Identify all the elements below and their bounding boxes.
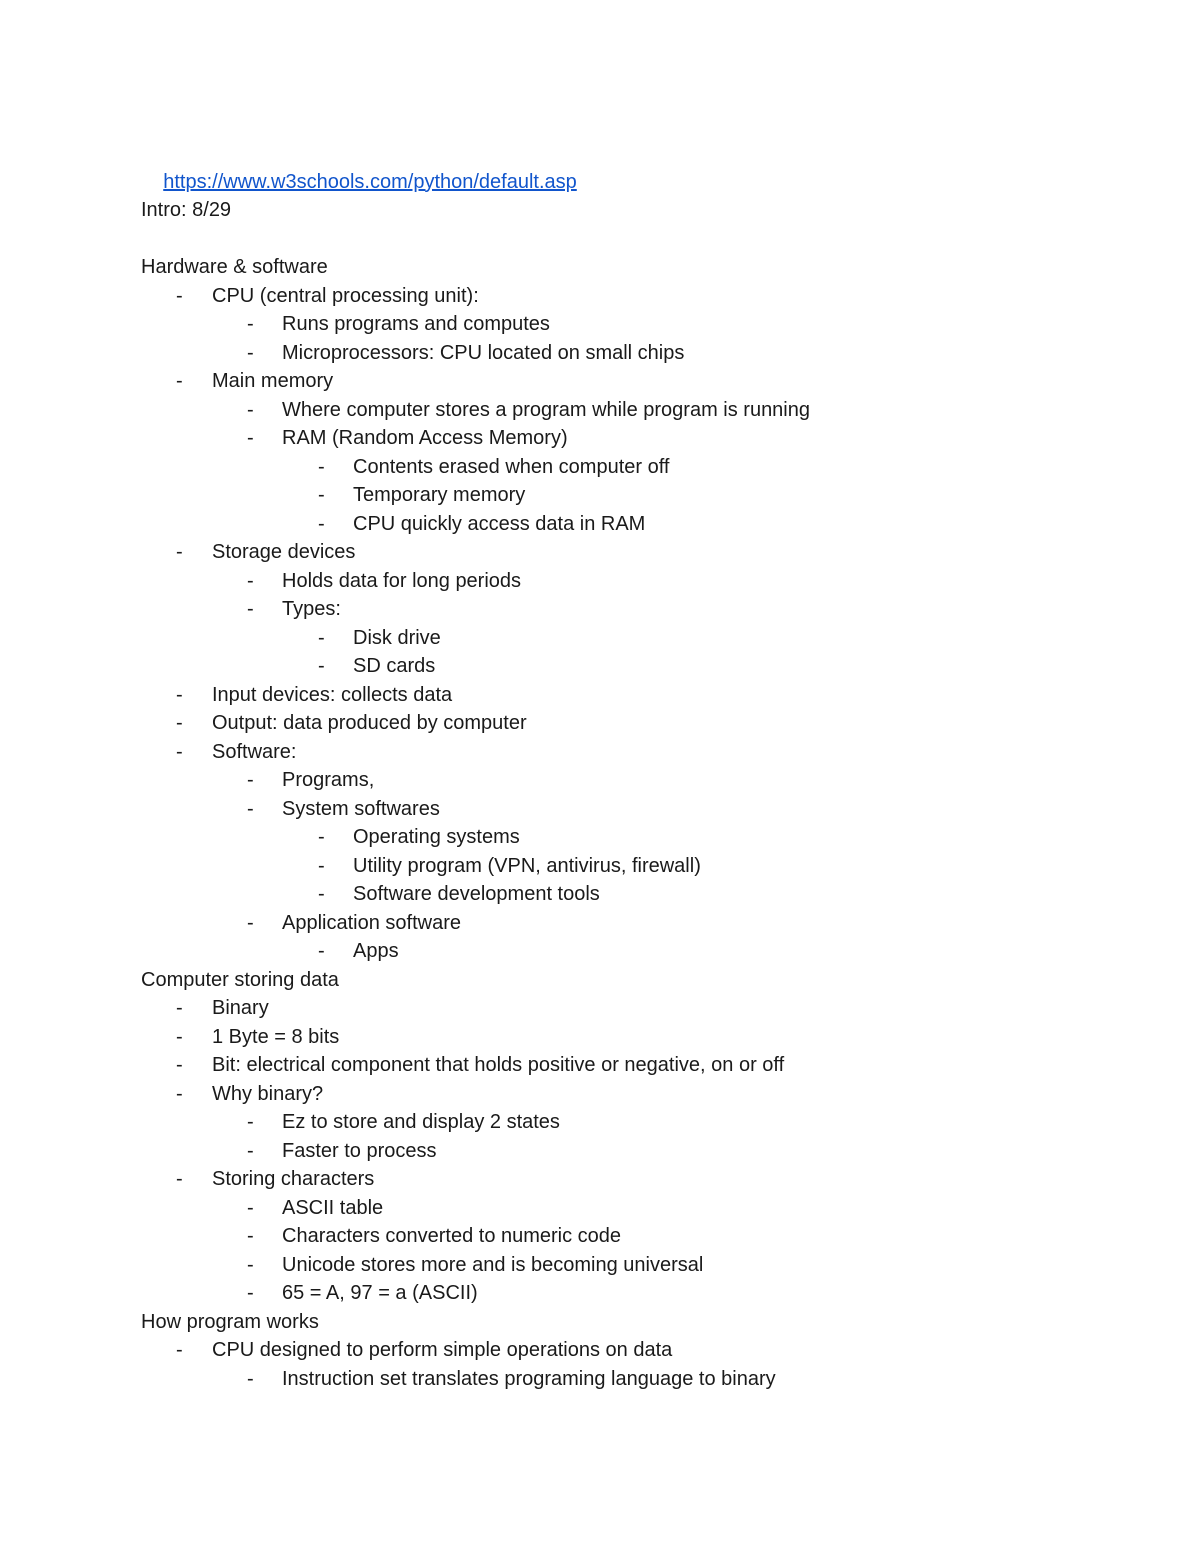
list-item-text: Where computer stores a program while program is running — [282, 398, 810, 421]
list-item — [141, 396, 1141, 425]
dash-bullet-icon: - — [318, 826, 325, 848]
list-item-text: Output: data produced by computer — [212, 712, 527, 734]
list-item-text: Storage devices — [212, 541, 356, 563]
list-item-text: CPU quickly access data in RAM — [353, 512, 646, 535]
dash-bullet-icon: - — [247, 1225, 254, 1247]
list-item-text: Runs programs and computes — [282, 313, 550, 335]
list-item — [141, 1336, 1141, 1365]
section-heading: How program works — [141, 1310, 319, 1333]
list-item-text: Binary — [212, 997, 269, 1019]
list-item — [141, 310, 1141, 339]
list-item-text: Software development tools — [353, 883, 600, 905]
list-item — [141, 595, 1141, 624]
list-item — [141, 1023, 1141, 1052]
list-item-text: Microprocessors: CPU located on small chips — [282, 341, 685, 364]
notes-list — [141, 253, 1141, 1393]
dash-bullet-icon: - — [176, 1054, 183, 1076]
list-item — [141, 510, 1141, 539]
list-item — [141, 1279, 1141, 1308]
list-item — [141, 1137, 1141, 1166]
dash-bullet-icon: - — [176, 1025, 183, 1048]
list-item — [141, 1222, 1141, 1251]
dash-bullet-icon: - — [318, 655, 325, 677]
list-item — [141, 624, 1141, 653]
dash-bullet-icon: - — [247, 911, 254, 934]
dash-bullet-icon: - — [176, 1082, 183, 1105]
list-item-text: Application software — [282, 911, 461, 934]
section-heading: Computer storing data — [141, 968, 339, 991]
list-item — [141, 1051, 1141, 1080]
dash-bullet-icon: - — [318, 626, 325, 649]
list-item-text: Instruction set translates programing language to binary — [282, 1367, 776, 1390]
list-item — [141, 652, 1141, 681]
list-item-text: Bit: electrical component that holds positive or negative, on or off — [212, 1054, 785, 1076]
list-item — [141, 1080, 1141, 1109]
section-heading: Hardware & software — [141, 256, 328, 278]
list-item — [141, 681, 1141, 710]
dash-bullet-icon: - — [247, 569, 254, 592]
reference-link-line — [141, 139, 1141, 193]
dash-bullet-icon: - — [247, 427, 254, 449]
list-item — [141, 937, 1141, 966]
dash-bullet-icon: - — [247, 769, 254, 791]
w3schools-link[interactable]: https://www.w3schools.com/python/default.asp — [163, 170, 577, 193]
list-item-text: Input devices: collects data — [212, 683, 453, 706]
list-item — [141, 909, 1141, 938]
list-item — [141, 481, 1141, 510]
dash-bullet-icon: - — [247, 1253, 254, 1276]
dash-bullet-icon: - — [176, 370, 183, 392]
list-item — [141, 1165, 1141, 1194]
dash-bullet-icon: - — [247, 313, 254, 335]
list-item-text: Utility program (VPN, antivirus, firewall) — [353, 854, 701, 877]
list-item-text: System softwares — [282, 797, 440, 820]
list-item-text: CPU (central processing unit): — [212, 284, 479, 307]
list-item-text: 1 Byte = 8 bits — [212, 1025, 340, 1048]
list-item — [141, 880, 1141, 909]
list-item — [141, 538, 1141, 567]
dash-bullet-icon: - — [176, 740, 183, 763]
list-item-text: Disk drive — [353, 626, 441, 649]
list-item-text: Unicode stores more and is becoming universal — [282, 1253, 704, 1276]
list-item-text: CPU designed to perform simple operations on data — [212, 1339, 673, 1361]
dash-bullet-icon: - — [318, 883, 325, 905]
dash-bullet-icon: - — [318, 854, 325, 877]
list-item-text: Holds data for long periods — [282, 569, 522, 592]
list-item-text: Temporary memory — [353, 484, 526, 506]
list-item-text: Storing characters — [212, 1168, 375, 1190]
dash-bullet-icon: - — [176, 997, 183, 1019]
list-item — [141, 424, 1141, 453]
list-item-text: Main memory — [212, 370, 334, 392]
dash-bullet-icon: - — [176, 1339, 183, 1361]
list-item — [141, 567, 1141, 596]
list-item — [141, 795, 1141, 824]
list-item — [141, 852, 1141, 881]
blank-line — [141, 225, 1141, 254]
list-item — [141, 709, 1141, 738]
dash-bullet-icon: - — [176, 1168, 183, 1190]
list-item — [141, 367, 1141, 396]
list-item — [141, 823, 1141, 852]
dash-bullet-icon: - — [318, 484, 325, 506]
list-item-text: Software: — [212, 740, 297, 763]
dash-bullet-icon: - — [247, 1367, 254, 1390]
dash-bullet-icon: - — [318, 455, 325, 478]
dash-bullet-icon: - — [318, 940, 325, 962]
list-item — [141, 1251, 1141, 1280]
list-item-text: ASCII table — [282, 1196, 384, 1219]
list-item — [141, 1108, 1141, 1137]
list-item-text: SD cards — [353, 655, 436, 677]
list-item — [141, 994, 1141, 1023]
list-item — [141, 1194, 1141, 1223]
dash-bullet-icon: - — [247, 341, 254, 364]
document-body — [141, 139, 1141, 1393]
list-item — [141, 339, 1141, 368]
dash-bullet-icon: - — [247, 1139, 254, 1162]
list-item-text: 65 = A, 97 = a (ASCII) — [282, 1282, 478, 1304]
list-item-text: Types: — [282, 598, 341, 620]
dash-bullet-icon: - — [176, 683, 183, 706]
dash-bullet-icon: - — [247, 1111, 254, 1133]
list-item — [141, 738, 1141, 767]
dash-bullet-icon: - — [247, 797, 254, 820]
dash-bullet-icon: - — [247, 1196, 254, 1219]
list-item-text: Faster to process — [282, 1139, 437, 1162]
list-item — [141, 766, 1141, 795]
intro-date: Intro: 8/29 — [141, 199, 232, 221]
list-item — [141, 282, 1141, 311]
dash-bullet-icon: - — [176, 284, 183, 307]
dash-bullet-icon: - — [176, 541, 183, 563]
list-item-text: Operating systems — [353, 826, 520, 848]
list-item-text: Contents erased when computer off — [353, 455, 670, 478]
dash-bullet-icon: - — [247, 1282, 254, 1304]
dash-bullet-icon: - — [318, 512, 325, 535]
list-item-text: Programs, — [282, 769, 375, 791]
list-item — [141, 1365, 1141, 1394]
dash-bullet-icon: - — [247, 398, 254, 421]
list-item-text: Characters converted to numeric code — [282, 1225, 622, 1247]
dash-bullet-icon: - — [176, 712, 183, 734]
list-item-text: Ez to store and display 2 states — [282, 1111, 560, 1133]
list-item-text: Why binary? — [212, 1082, 324, 1105]
dash-bullet-icon: - — [247, 598, 254, 620]
list-item — [141, 453, 1141, 482]
list-item-text: Apps — [353, 940, 399, 962]
list-item-text: RAM (Random Access Memory) — [282, 427, 568, 449]
